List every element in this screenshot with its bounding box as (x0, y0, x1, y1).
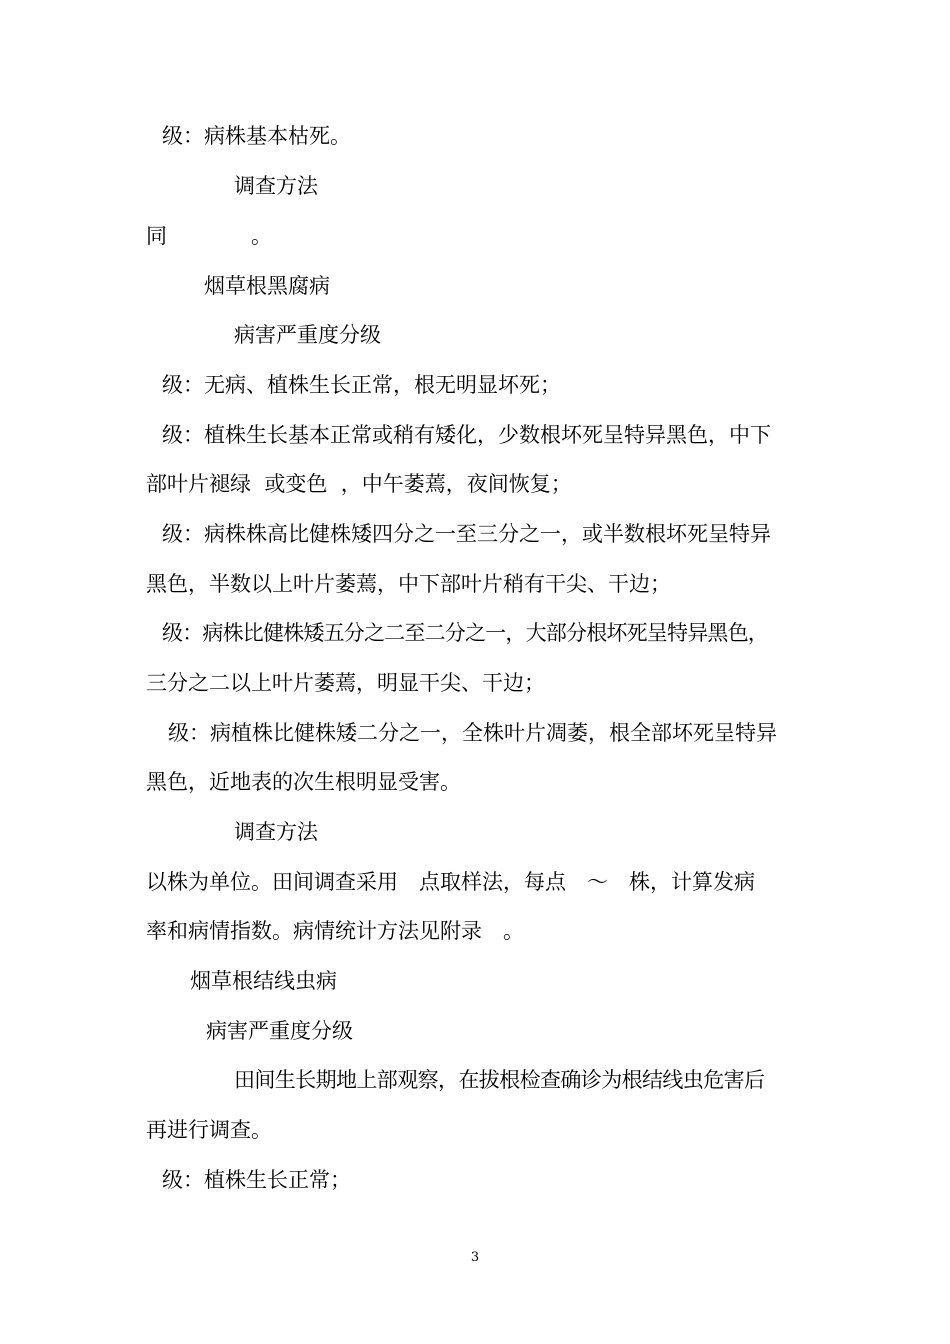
text-line: 级：病株株高比健株矮四分之一至三分之一，或半数根坏死呈特异 (162, 522, 771, 546)
text-line: 以株为单位。田间调查采用 点取样法，每点 ～ 株，计算发病 (146, 870, 755, 894)
section-heading: 病害严重度分级 (234, 323, 381, 347)
text-line: 三分之二以上叶片萎蔫，明显干尖、干边； (146, 671, 545, 695)
text-line: 田间生长期地上部观察，在拔根检查确诊为根结线虫危害后 (234, 1068, 765, 1092)
section-heading: 病害严重度分级 (206, 1019, 353, 1043)
text-line: 再进行调查。 (146, 1118, 272, 1142)
section-heading: 调查方法 (234, 174, 318, 198)
text-line: 黑色，近地表的次生根明显受害。 (146, 770, 461, 794)
text-line: 部叶片褪绿 或变色 ，中午萎蔫，夜间恢复； (146, 472, 572, 496)
page-number: 3 (470, 1250, 480, 1265)
section-heading: 调查方法 (234, 820, 318, 844)
text-line: 级：病株基本枯死。 (162, 124, 351, 148)
disease-heading: 烟草根黑腐病 (204, 274, 330, 298)
text-line: 级：植株生长基本正常或稍有矮化，少数根坏死呈特异黑色，中下 (162, 423, 771, 447)
text-line: 级：植株生长正常； (162, 1168, 351, 1192)
text-line: 级：无病、植株生长正常，根无明显坏死； (162, 373, 561, 397)
text-line: 黑色，半数以上叶片萎蔫，中下部叶片稍有干尖、干边； (146, 572, 671, 596)
text-line: 率和病情指数。病情统计方法见附录 。 (146, 919, 524, 943)
text-line: 级：病植株比健株矮二分之一，全株叶片凋萎，根全部坏死呈特异 (168, 721, 777, 745)
disease-heading: 烟草根结线虫病 (190, 969, 337, 993)
text-line: 同 。 (146, 224, 272, 248)
text-line: 级：病株比健株矮五分之二至二分之一，大部分根坏死呈特异黑色， (162, 621, 768, 645)
